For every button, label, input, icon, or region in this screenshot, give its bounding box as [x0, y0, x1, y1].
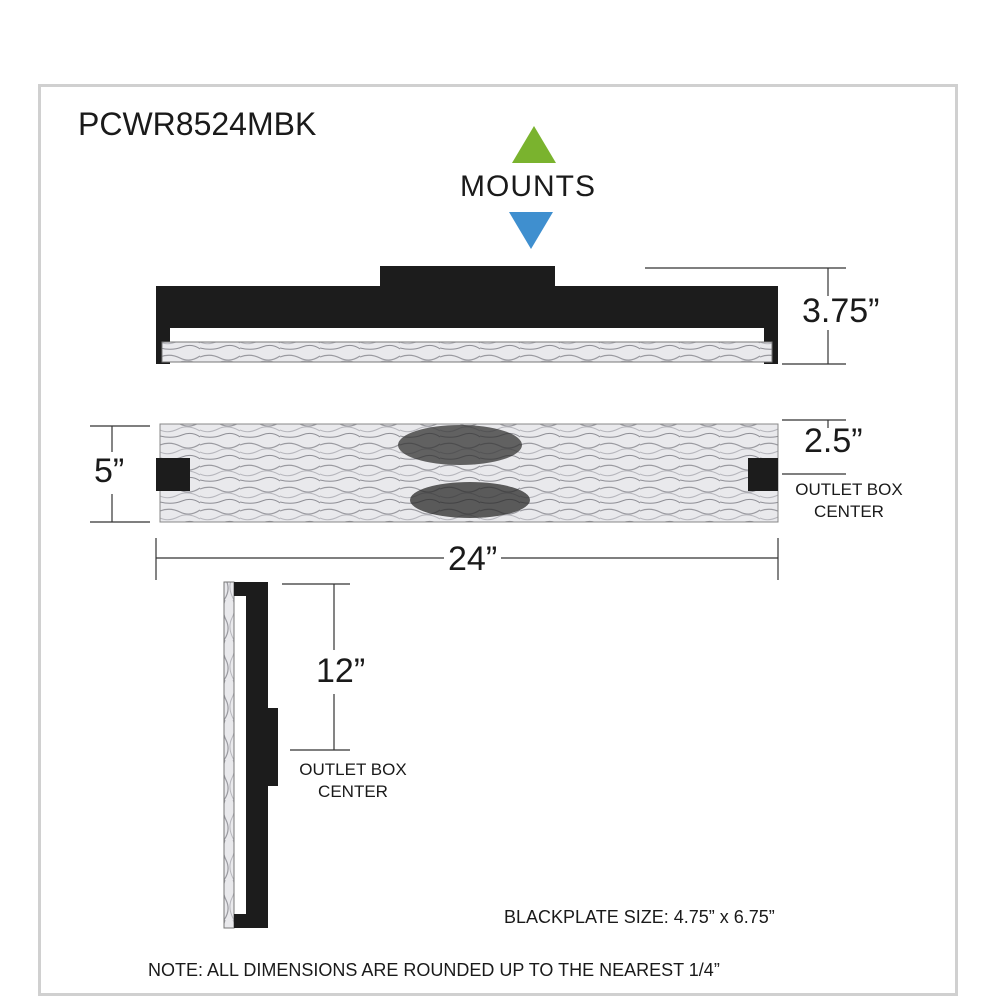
top-view-fixture: [156, 424, 778, 522]
rounding-note: NOTE: ALL DIMENSIONS ARE ROUNDED UP TO THE NEAREST 1/4”: [148, 960, 720, 980]
depth-dimension-label: 5”: [94, 452, 125, 490]
model-number: PCWR8524MBK: [78, 106, 317, 142]
mount-up-arrow-icon: [512, 126, 556, 163]
blackplate-size-label: BLACKPLATE SIZE: 4.75” x 6.75”: [504, 907, 775, 927]
height-dimension-label: 3.75”: [802, 292, 880, 330]
front-view-fixture: [156, 266, 778, 364]
side-view-fixture: [224, 582, 278, 928]
outlet-label-line2: CENTER: [814, 502, 884, 521]
width-dimension-label: 24”: [444, 540, 501, 579]
mount-down-arrow-icon: [509, 212, 553, 249]
outlet-box-center-label-top: [786, 479, 912, 523]
outlet-height-dimension-label: 12”: [316, 652, 366, 690]
outlet-label-line1: OUTLET BOX: [795, 480, 903, 499]
outlet-label-line2: CENTER: [318, 782, 388, 801]
outlet-box-center-label-side: [288, 759, 418, 803]
mounts-label: MOUNTS: [460, 170, 596, 203]
box-offset-dimension-label: 2.5”: [804, 422, 863, 460]
outlet-label-line1: OUTLET BOX: [299, 760, 407, 779]
